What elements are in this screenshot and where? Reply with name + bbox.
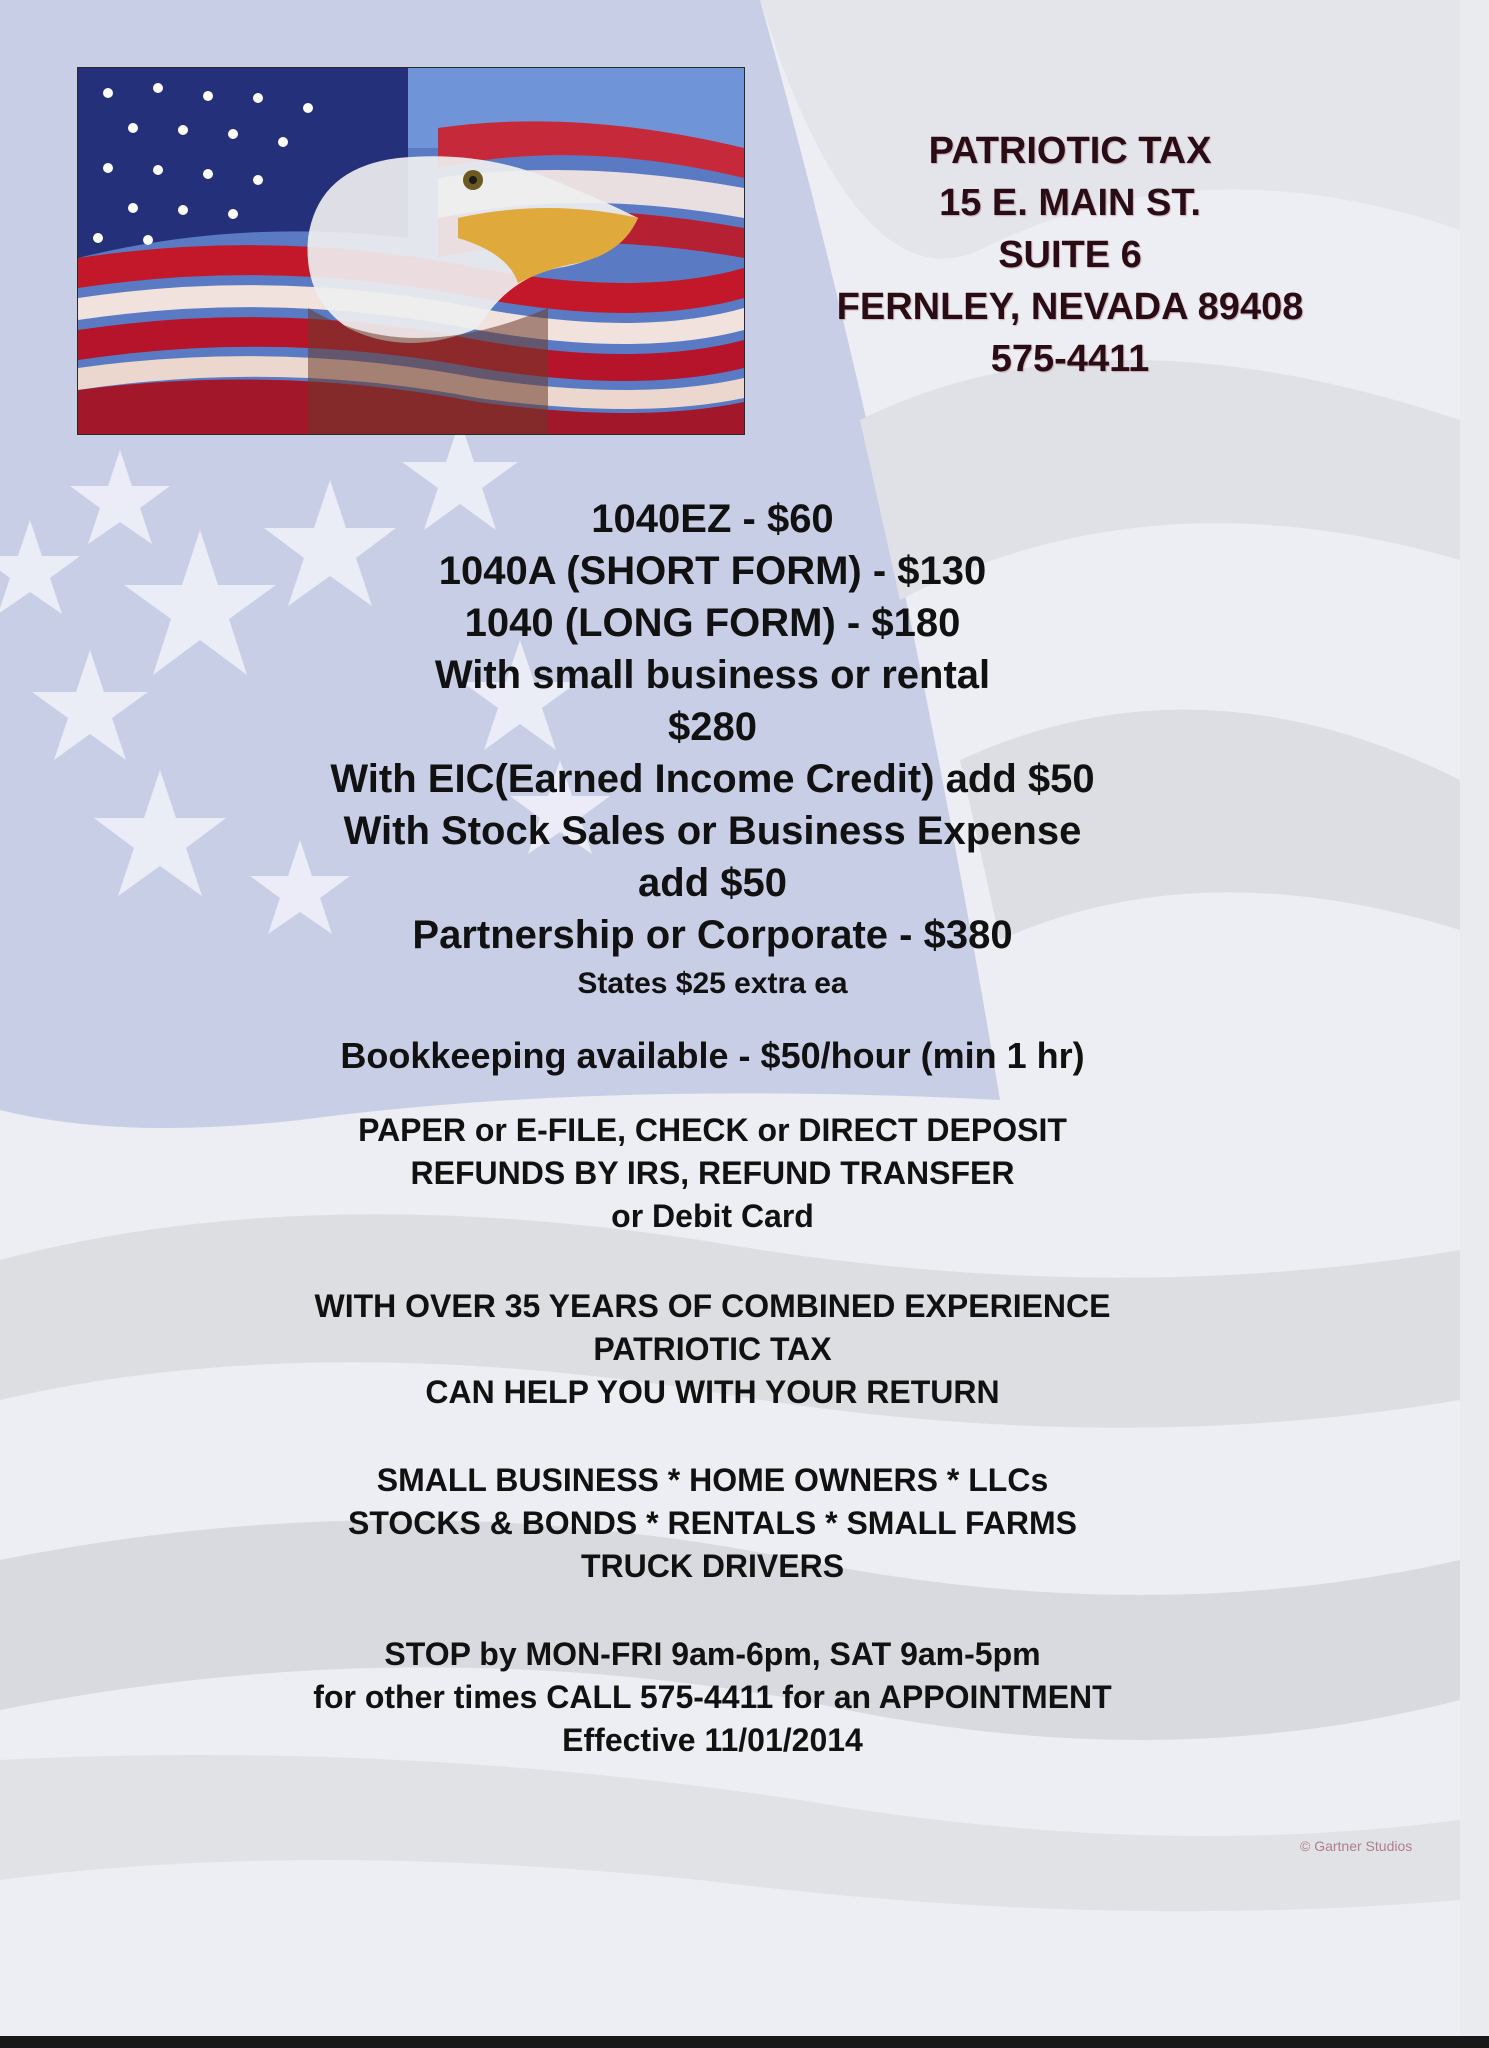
city-state-zip: FERNLEY, NEVADA 89408 bbox=[836, 286, 1304, 328]
clients-line: TRUCK DRIVERS bbox=[580, 1548, 845, 1584]
hours-line: for other times CALL 575-4411 for an APPOINTMENT bbox=[313, 1679, 1112, 1715]
clients-line: STOCKS & BONDS * RENTALS * SMALL FARMS bbox=[348, 1505, 1077, 1541]
effective-date: Effective 11/01/2014 bbox=[562, 1722, 863, 1758]
small-business-label: With small business or rental bbox=[434, 653, 991, 697]
experience-line: CAN HELP YOU WITH YOUR RETURN bbox=[425, 1374, 1000, 1410]
small-business-price: $280 bbox=[668, 705, 757, 749]
suite-number: SUITE 6 bbox=[998, 234, 1142, 276]
filing-options-line: REFUNDS BY IRS, REFUND TRANSFER bbox=[410, 1155, 1015, 1191]
copyright-notice: © Gartner Studios bbox=[1300, 1838, 1413, 1854]
scan-edge-bottom bbox=[0, 2036, 1489, 2048]
business-name: PATRIOTIC TAX bbox=[928, 130, 1212, 172]
stock-sales-price: add $50 bbox=[638, 861, 787, 905]
eagle-flag-photo bbox=[78, 68, 744, 434]
phone-number: 575-4411 bbox=[990, 338, 1150, 380]
price-1040: 1040 (LONG FORM) - $180 bbox=[464, 601, 961, 645]
partnership-price: Partnership or Corporate - $380 bbox=[412, 913, 1013, 957]
filing-options-line: PAPER or E-FILE, CHECK or DIRECT DEPOSIT bbox=[358, 1112, 1067, 1148]
scan-edge-right bbox=[1460, 0, 1489, 2048]
filing-options-line: or Debit Card bbox=[611, 1198, 814, 1234]
experience-line: PATRIOTIC TAX bbox=[593, 1331, 832, 1367]
experience-line: WITH OVER 35 YEARS OF COMBINED EXPERIENCE bbox=[314, 1288, 1111, 1324]
stock-sales-label: With Stock Sales or Business Expense bbox=[343, 809, 1082, 853]
street-address: 15 E. MAIN ST. bbox=[939, 182, 1201, 224]
bookkeeping-note: Bookkeeping available - $50/hour (min 1 hr) bbox=[340, 1035, 1085, 1076]
price-1040ez: 1040EZ - $60 bbox=[591, 497, 834, 541]
clients-line: SMALL BUSINESS * HOME OWNERS * LLCs bbox=[376, 1462, 1049, 1498]
price-1040a: 1040A (SHORT FORM) - $130 bbox=[438, 549, 987, 593]
eic-addon: With EIC(Earned Income Credit) add $50 bbox=[330, 757, 1095, 801]
states-note: States $25 extra ea bbox=[577, 967, 848, 1000]
hours-line: STOP by MON-FRI 9am-6pm, SAT 9am-5pm bbox=[384, 1636, 1041, 1672]
